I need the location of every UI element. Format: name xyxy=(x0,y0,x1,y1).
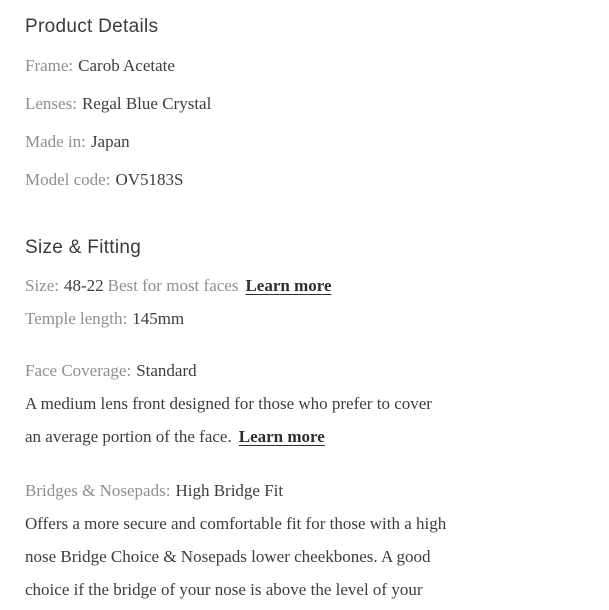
size-value: 48-22 xyxy=(64,276,104,295)
detail-row-lenses xyxy=(25,85,584,123)
bridges-nosepads-label: Bridges & Nosepads: xyxy=(25,481,171,500)
face-coverage-value: Standard xyxy=(136,361,197,380)
face-coverage-label: Face Coverage: xyxy=(25,361,132,380)
detail-label: Lenses: xyxy=(25,94,77,113)
face-coverage-row xyxy=(25,354,584,387)
detail-label: Made in: xyxy=(25,132,86,151)
bridges-nosepads-block xyxy=(25,474,584,606)
product-details-rows xyxy=(25,47,584,199)
product-details-section xyxy=(25,16,584,199)
temple-length-row xyxy=(25,302,584,335)
size-fitting-rows xyxy=(25,269,584,335)
description-line: choice if the bridge of your nose is above the level of your xyxy=(25,580,423,599)
detail-value: Carob Acetate xyxy=(78,56,175,75)
face-coverage-block xyxy=(25,354,584,453)
detail-value: OV5183S xyxy=(115,170,184,189)
product-details-heading: Product Details xyxy=(25,16,159,37)
detail-row-frame xyxy=(25,47,584,85)
detail-label: Model code: xyxy=(25,170,111,189)
temple-length-value: 145mm xyxy=(132,309,185,328)
detail-value: Regal Blue Crystal xyxy=(81,94,212,113)
detail-label: Frame: xyxy=(25,56,74,75)
size-fitting-heading: Size & Fitting xyxy=(25,237,142,258)
size-row xyxy=(25,269,584,302)
bridges-nosepads-value: High Bridge Fit xyxy=(175,481,284,500)
size-note: Best for most faces xyxy=(107,276,239,295)
size-label: Size: xyxy=(25,276,59,295)
detail-value: Japan xyxy=(90,132,130,151)
bridges-nosepads-row xyxy=(25,474,584,507)
detail-row-made-in xyxy=(25,123,584,161)
description-line: A medium lens front designed for those who prefer to cover xyxy=(25,394,432,413)
size-learn-more-link[interactable]: Learn more xyxy=(245,276,332,295)
description-text: an average portion of the face. xyxy=(25,427,232,446)
detail-row-model-code xyxy=(25,161,584,199)
face-coverage-learn-more-link[interactable]: Learn more xyxy=(238,427,325,446)
description-line: Offers a more secure and comfortable fit for those with a high xyxy=(25,514,447,533)
size-fitting-section xyxy=(25,237,584,606)
description-line: nose Bridge Choice & Nosepads lower cheekbones. A good xyxy=(25,547,431,566)
temple-length-label: Temple length: xyxy=(25,309,128,328)
description-line xyxy=(25,420,584,453)
